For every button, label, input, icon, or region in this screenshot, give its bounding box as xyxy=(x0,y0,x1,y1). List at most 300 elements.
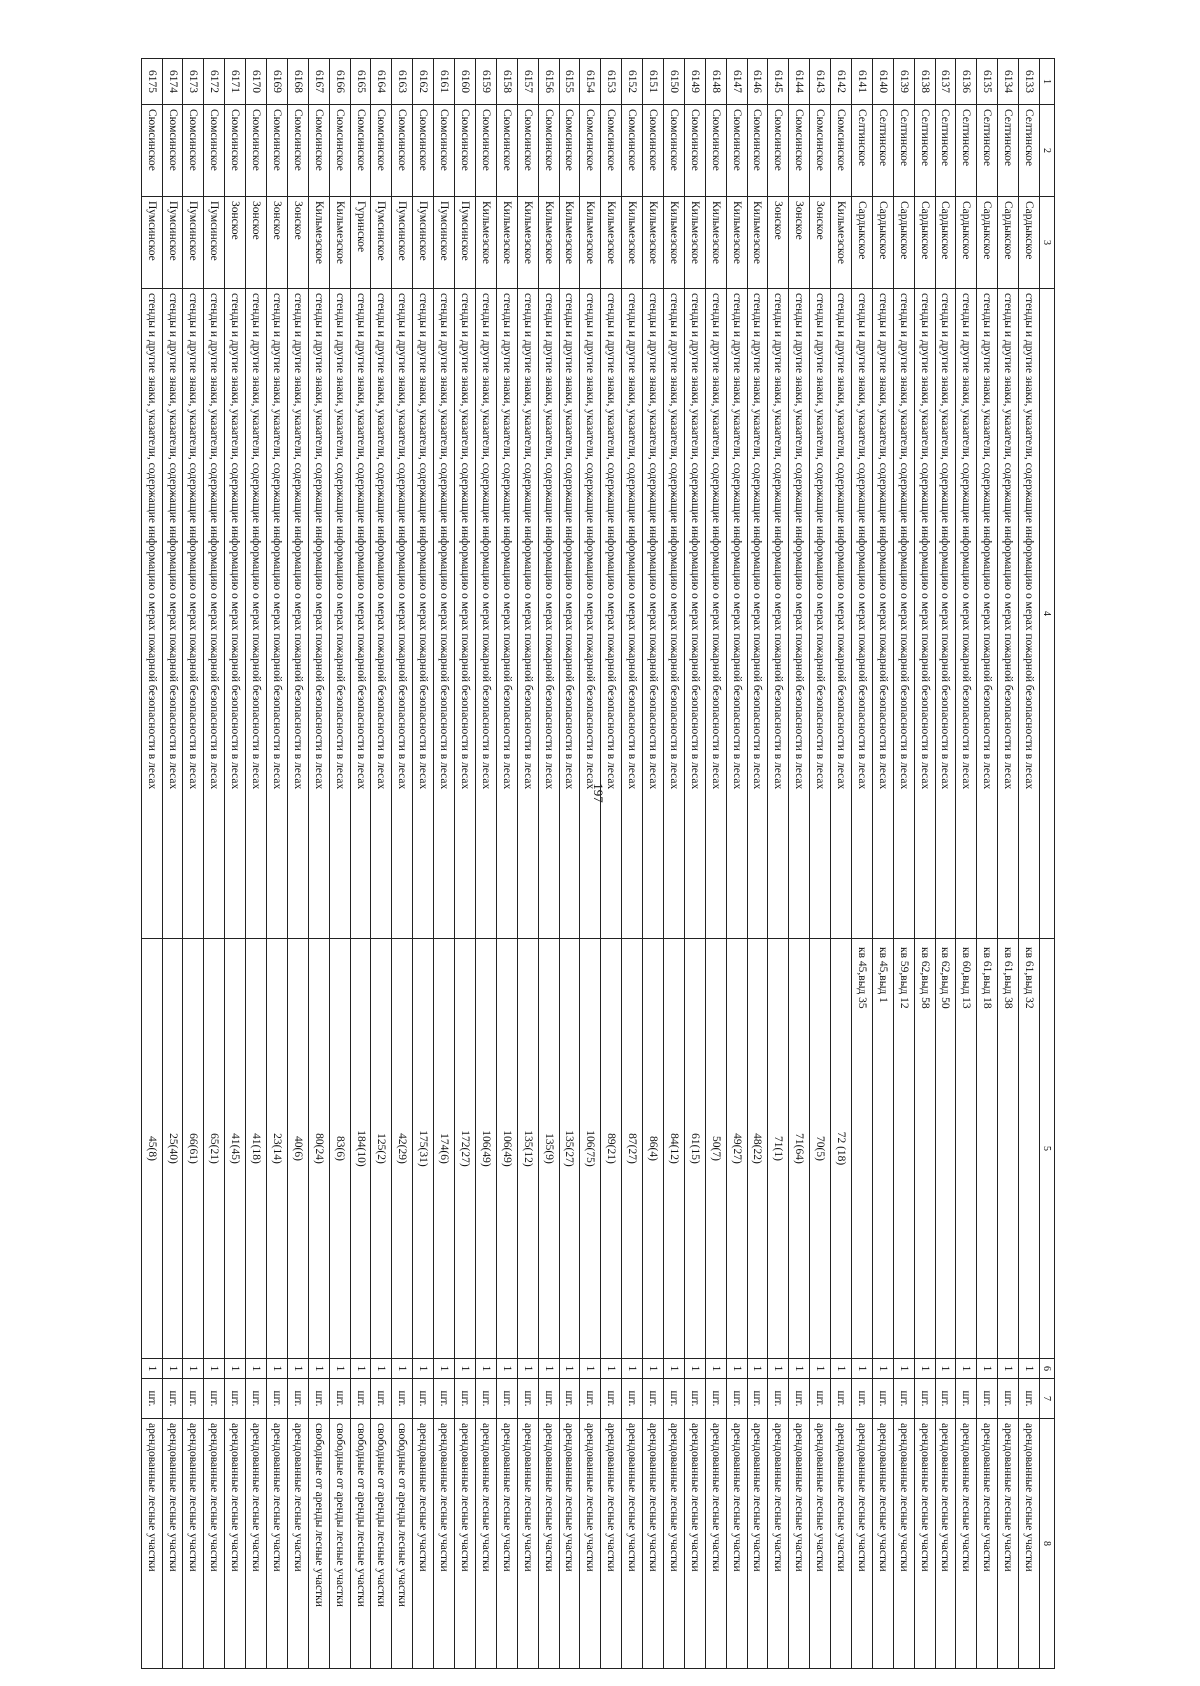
table-row xyxy=(350,59,371,1669)
item-description-cell: стенды и другие знаки, указатели, содержащие информацию о мерах пожарной безопасности в лесах xyxy=(475,289,496,939)
item-description-cell: стенды и другие знаки, указатели, содержащие информацию о мерах пожарной безопасности в лесах xyxy=(434,289,455,939)
row-number-cell: 6141 xyxy=(851,59,872,105)
quantity-cell: 1 xyxy=(831,1359,852,1379)
unit-cell: шт. xyxy=(475,1379,496,1419)
item-description-cell: стенды и другие знаки, указатели, содержащие информацию о мерах пожарной безопасности в лесах xyxy=(329,289,350,939)
location-cell: 45(8) xyxy=(141,939,162,1359)
row-number-cell: 6148 xyxy=(705,59,726,105)
header-cell: 5 xyxy=(1040,939,1055,1359)
forestry-cell: Кильмезское xyxy=(726,197,747,289)
quantity-cell: 1 xyxy=(455,1359,476,1379)
table-row xyxy=(559,59,580,1669)
row-number-cell: 6144 xyxy=(789,59,810,105)
quantity-cell: 1 xyxy=(851,1359,872,1379)
district-cell: Сюмсинское xyxy=(183,105,204,197)
table-row xyxy=(308,59,329,1669)
unit-cell: шт. xyxy=(455,1379,476,1419)
row-number-cell: 6157 xyxy=(517,59,538,105)
quantity-cell: 1 xyxy=(935,1359,956,1379)
location-cell: 84(12) xyxy=(663,939,684,1359)
status-cell: арендованные лесные участки xyxy=(810,1419,831,1669)
item-description-cell: стенды и другие знаки, указатели, содержащие информацию о мерах пожарной безопасности в лесах xyxy=(517,289,538,939)
row-number-cell: 6153 xyxy=(601,59,622,105)
item-description-cell: стенды и другие знаки, указатели, содержащие информацию о мерах пожарной безопасности в лесах xyxy=(183,289,204,939)
forestry-cell: Кильмезское xyxy=(684,197,705,289)
unit-cell: шт. xyxy=(789,1379,810,1419)
forestry-cell: Гуринское xyxy=(350,197,371,289)
quantity-cell: 1 xyxy=(517,1359,538,1379)
status-cell: арендованные лесные участки xyxy=(998,1419,1019,1669)
unit-cell: шт. xyxy=(162,1379,183,1419)
forestry-cell: Сардыкское xyxy=(1019,197,1040,289)
quantity-cell: 1 xyxy=(287,1359,308,1379)
unit-cell: шт. xyxy=(914,1379,935,1419)
location-cell: 86(4) xyxy=(643,939,664,1359)
item-description-cell: стенды и другие знаки, указатели, содержащие информацию о мерах пожарной безопасности в лесах xyxy=(831,289,852,939)
quantity-cell: 1 xyxy=(538,1359,559,1379)
status-cell: арендованные лесные участки xyxy=(914,1419,935,1669)
table-row xyxy=(935,59,956,1669)
quantity-cell: 1 xyxy=(246,1359,267,1379)
unit-cell: шт. xyxy=(810,1379,831,1419)
status-cell: арендованные лесные участки xyxy=(851,1419,872,1669)
unit-cell: шт. xyxy=(204,1379,225,1419)
table-row xyxy=(413,59,434,1669)
forestry-cell: Пумсинское xyxy=(141,197,162,289)
status-cell: арендованные лесные участки xyxy=(538,1419,559,1669)
location-cell: 106(75) xyxy=(580,939,601,1359)
unit-cell: шт. xyxy=(705,1379,726,1419)
item-description-cell: стенды и другие знаки, указатели, содержащие информацию о мерах пожарной безопасности в лесах xyxy=(643,289,664,939)
item-description-cell: стенды и другие знаки, указатели, содержащие информацию о мерах пожарной безопасности в лесах xyxy=(663,289,684,939)
location-cell: 41(45) xyxy=(225,939,246,1359)
quantity-cell: 1 xyxy=(726,1359,747,1379)
row-number-cell: 6170 xyxy=(246,59,267,105)
district-cell: Сюмсинское xyxy=(684,105,705,197)
unit-cell: шт. xyxy=(872,1379,893,1419)
district-cell: Сюмсинское xyxy=(371,105,392,197)
data-table xyxy=(141,58,1055,1669)
item-description-cell: стенды и другие знаки, указатели, содержащие информацию о мерах пожарной безопасности в лесах xyxy=(810,289,831,939)
location-cell: 87(27) xyxy=(622,939,643,1359)
location-cell: кв 62,выд 50 xyxy=(935,939,956,1359)
row-number-cell: 6164 xyxy=(371,59,392,105)
location-cell: 172(27) xyxy=(455,939,476,1359)
forestry-cell: Кильмезское xyxy=(329,197,350,289)
district-cell: Селтинское xyxy=(935,105,956,197)
location-cell: 50(7) xyxy=(705,939,726,1359)
forestry-cell: Сардыкское xyxy=(914,197,935,289)
status-cell: арендованные лесные участки xyxy=(663,1419,684,1669)
item-description-cell: стенды и другие знаки, указатели, содержащие информацию о мерах пожарной безопасности в лесах xyxy=(935,289,956,939)
quantity-cell: 1 xyxy=(141,1359,162,1379)
row-number-cell: 6155 xyxy=(559,59,580,105)
location-cell: 41(18) xyxy=(246,939,267,1359)
item-description-cell: стенды и другие знаки, указатели, содержащие информацию о мерах пожарной безопасности в лесах xyxy=(956,289,977,939)
table-row xyxy=(851,59,872,1669)
item-description-cell: стенды и другие знаки, указатели, содержащие информацию о мерах пожарной безопасности в лесах xyxy=(998,289,1019,939)
item-description-cell: стенды и другие знаки, указатели, содержащие информацию о мерах пожарной безопасности в лесах xyxy=(246,289,267,939)
item-description-cell: стенды и другие знаки, указатели, содержащие информацию о мерах пожарной безопасности в лесах xyxy=(914,289,935,939)
row-number-cell: 6133 xyxy=(1019,59,1040,105)
location-cell: 40(6) xyxy=(287,939,308,1359)
item-description-cell: стенды и другие знаки, указатели, содержащие информацию о мерах пожарной безопасности в лесах xyxy=(622,289,643,939)
location-cell: 49(27) xyxy=(726,939,747,1359)
location-cell: 174(6) xyxy=(434,939,455,1359)
unit-cell: шт. xyxy=(580,1379,601,1419)
unit-cell: шт. xyxy=(684,1379,705,1419)
location-cell: кв 45,выд 35 xyxy=(851,939,872,1359)
status-cell: арендованные лесные участки xyxy=(517,1419,538,1669)
unit-cell: шт. xyxy=(371,1379,392,1419)
location-cell: 80(24) xyxy=(308,939,329,1359)
quantity-cell: 1 xyxy=(267,1359,288,1379)
location-cell: 83(6) xyxy=(329,939,350,1359)
unit-cell: шт. xyxy=(392,1379,413,1419)
status-cell: арендованные лесные участки xyxy=(413,1419,434,1669)
district-cell: Селтинское xyxy=(872,105,893,197)
item-description-cell: стенды и другие знаки, указатели, содержащие информацию о мерах пожарной безопасности в лесах xyxy=(392,289,413,939)
quantity-cell: 1 xyxy=(559,1359,580,1379)
forestry-cell: Кильмезское xyxy=(559,197,580,289)
location-cell: кв 45,выд 1 xyxy=(872,939,893,1359)
status-cell: арендованные лесные участки xyxy=(601,1419,622,1669)
unit-cell: шт. xyxy=(747,1379,768,1419)
district-cell: Селтинское xyxy=(851,105,872,197)
item-description-cell: стенды и другие знаки, указатели, содержащие информацию о мерах пожарной безопасности в лесах xyxy=(308,289,329,939)
unit-cell: шт. xyxy=(141,1379,162,1419)
location-cell: 135(9) xyxy=(538,939,559,1359)
forestry-cell: Кильмезское xyxy=(747,197,768,289)
location-cell: 71(64) xyxy=(789,939,810,1359)
table-row xyxy=(580,59,601,1669)
item-description-cell: стенды и другие знаки, указатели, содержащие информацию о мерах пожарной безопасности в лесах xyxy=(684,289,705,939)
item-description-cell: стенды и другие знаки, указатели, содержащие информацию о мерах пожарной безопасности в лесах xyxy=(204,289,225,939)
forestry-cell: Зонское xyxy=(225,197,246,289)
quantity-cell: 1 xyxy=(872,1359,893,1379)
item-description-cell: стенды и другие знаки, указатели, содержащие информацию о мерах пожарной безопасности в лесах xyxy=(768,289,789,939)
quantity-cell: 1 xyxy=(768,1359,789,1379)
quantity-cell: 1 xyxy=(225,1359,246,1379)
location-cell: 65(21) xyxy=(204,939,225,1359)
item-description-cell: стенды и другие знаки, указатели, содержащие информацию о мерах пожарной безопасности в лесах xyxy=(601,289,622,939)
table-row xyxy=(601,59,622,1669)
status-cell: арендованные лесные участки xyxy=(747,1419,768,1669)
item-description-cell: стенды и другие знаки, указатели, содержащие информацию о мерах пожарной безопасности в лесах xyxy=(893,289,914,939)
row-number-cell: 6156 xyxy=(538,59,559,105)
district-cell: Сюмсинское xyxy=(622,105,643,197)
quantity-cell: 1 xyxy=(434,1359,455,1379)
unit-cell: шт. xyxy=(496,1379,517,1419)
location-cell: 175(31) xyxy=(413,939,434,1359)
quantity-cell: 1 xyxy=(977,1359,998,1379)
row-number-cell: 6152 xyxy=(622,59,643,105)
row-number-cell: 6169 xyxy=(267,59,288,105)
quantity-cell: 1 xyxy=(329,1359,350,1379)
row-number-cell: 6138 xyxy=(914,59,935,105)
unit-cell: шт. xyxy=(559,1379,580,1419)
forestry-cell: Сардыкское xyxy=(935,197,956,289)
item-description-cell: стенды и другие знаки, указатели, содержащие информацию о мерах пожарной безопасности в лесах xyxy=(225,289,246,939)
district-cell: Сюмсинское xyxy=(705,105,726,197)
location-cell: 89(21) xyxy=(601,939,622,1359)
item-description-cell: стенды и другие знаки, указатели, содержащие информацию о мерах пожарной безопасности в лесах xyxy=(851,289,872,939)
row-number-cell: 6161 xyxy=(434,59,455,105)
unit-cell: шт. xyxy=(246,1379,267,1419)
district-cell: Сюмсинское xyxy=(663,105,684,197)
district-cell: Сюмсинское xyxy=(287,105,308,197)
status-cell: арендованные лесные участки xyxy=(1019,1419,1040,1669)
row-number-cell: 6142 xyxy=(831,59,852,105)
table-row xyxy=(643,59,664,1669)
unit-cell: шт. xyxy=(851,1379,872,1419)
unit-cell: шт. xyxy=(643,1379,664,1419)
forestry-cell: Зонское xyxy=(287,197,308,289)
row-number-cell: 6160 xyxy=(455,59,476,105)
item-description-cell: стенды и другие знаки, указатели, содержащие информацию о мерах пожарной безопасности в лесах xyxy=(705,289,726,939)
forestry-cell: Пумсинское xyxy=(183,197,204,289)
district-cell: Сюмсинское xyxy=(559,105,580,197)
forestry-cell: Кильмезское xyxy=(538,197,559,289)
status-cell: арендованные лесные участки xyxy=(559,1419,580,1669)
header-row xyxy=(1040,59,1055,1669)
quantity-cell: 1 xyxy=(162,1359,183,1379)
quantity-cell: 1 xyxy=(684,1359,705,1379)
location-cell: 106(49) xyxy=(496,939,517,1359)
forestry-cell: Пумсинское xyxy=(162,197,183,289)
unit-cell: шт. xyxy=(267,1379,288,1419)
forestry-cell: Кильмезское xyxy=(601,197,622,289)
quantity-cell: 1 xyxy=(371,1359,392,1379)
district-cell: Сюмсинское xyxy=(517,105,538,197)
row-number-cell: 6143 xyxy=(810,59,831,105)
quantity-cell: 1 xyxy=(893,1359,914,1379)
district-cell: Селтинское xyxy=(914,105,935,197)
unit-cell: шт. xyxy=(287,1379,308,1419)
status-cell: арендованные лесные участки xyxy=(643,1419,664,1669)
table-row xyxy=(434,59,455,1669)
status-cell: арендованные лесные участки xyxy=(162,1419,183,1669)
location-cell: 70(5) xyxy=(810,939,831,1359)
table-row xyxy=(141,59,162,1669)
forestry-cell: Сардыкское xyxy=(851,197,872,289)
district-cell: Сюмсинское xyxy=(768,105,789,197)
item-description-cell: стенды и другие знаки, указатели, содержащие информацию о мерах пожарной безопасности в лесах xyxy=(267,289,288,939)
unit-cell: шт. xyxy=(517,1379,538,1419)
row-number-cell: 6147 xyxy=(726,59,747,105)
forestry-cell: Пумсинское xyxy=(371,197,392,289)
unit-cell: шт. xyxy=(601,1379,622,1419)
district-cell: Сюмсинское xyxy=(204,105,225,197)
unit-cell: шт. xyxy=(308,1379,329,1419)
quantity-cell: 1 xyxy=(496,1359,517,1379)
row-number-cell: 6159 xyxy=(475,59,496,105)
quantity-cell: 1 xyxy=(643,1359,664,1379)
status-cell: арендованные лесные участки xyxy=(455,1419,476,1669)
row-number-cell: 6165 xyxy=(350,59,371,105)
location-cell: 106(49) xyxy=(475,939,496,1359)
table-row xyxy=(496,59,517,1669)
table-row xyxy=(622,59,643,1669)
status-cell: арендованные лесные участки xyxy=(831,1419,852,1669)
status-cell: арендованные лесные участки xyxy=(246,1419,267,1669)
district-cell: Сюмсинское xyxy=(810,105,831,197)
district-cell: Сюмсинское xyxy=(413,105,434,197)
location-cell: 42(29) xyxy=(392,939,413,1359)
header-cell: 6 xyxy=(1040,1359,1055,1379)
table-row xyxy=(517,59,538,1669)
status-cell: арендованные лесные участки xyxy=(267,1419,288,1669)
district-cell: Сюмсинское xyxy=(789,105,810,197)
unit-cell: шт. xyxy=(956,1379,977,1419)
item-description-cell: стенды и другие знаки, указатели, содержащие информацию о мерах пожарной безопасности в лесах xyxy=(141,289,162,939)
row-number-cell: 6167 xyxy=(308,59,329,105)
district-cell: Сюмсинское xyxy=(350,105,371,197)
district-cell: Сюмсинское xyxy=(434,105,455,197)
district-cell: Селтинское xyxy=(998,105,1019,197)
status-cell: арендованные лесные участки xyxy=(496,1419,517,1669)
row-number-cell: 6151 xyxy=(643,59,664,105)
item-description-cell: стенды и другие знаки, указатели, содержащие информацию о мерах пожарной безопасности в лесах xyxy=(1019,289,1040,939)
quantity-cell: 1 xyxy=(183,1359,204,1379)
table-row xyxy=(789,59,810,1669)
forestry-cell: Пумсинское xyxy=(455,197,476,289)
unit-cell: шт. xyxy=(329,1379,350,1419)
district-cell: Сюмсинское xyxy=(538,105,559,197)
table-row xyxy=(726,59,747,1669)
unit-cell: шт. xyxy=(413,1379,434,1419)
item-description-cell: стенды и другие знаки, указатели, содержащие информацию о мерах пожарной безопасности в лесах xyxy=(538,289,559,939)
location-cell: 25(40) xyxy=(162,939,183,1359)
status-cell: арендованные лесные участки xyxy=(204,1419,225,1669)
forestry-cell: Сардыкское xyxy=(872,197,893,289)
forestry-cell: Сардыкское xyxy=(998,197,1019,289)
table-body xyxy=(141,59,1054,1669)
location-cell: 66(61) xyxy=(183,939,204,1359)
location-cell: 48(22) xyxy=(747,939,768,1359)
forestry-cell: Пумсинское xyxy=(434,197,455,289)
district-cell: Сюмсинское xyxy=(475,105,496,197)
row-number-cell: 6158 xyxy=(496,59,517,105)
row-number-cell: 6162 xyxy=(413,59,434,105)
quantity-cell: 1 xyxy=(204,1359,225,1379)
quantity-cell: 1 xyxy=(705,1359,726,1379)
row-number-cell: 6135 xyxy=(977,59,998,105)
item-description-cell: стенды и другие знаки, указатели, содержащие информацию о мерах пожарной безопасности в лесах xyxy=(455,289,476,939)
location-cell: кв 62,выд 58 xyxy=(914,939,935,1359)
location-cell: кв 60,выд 13 xyxy=(956,939,977,1359)
location-cell: 135(12) xyxy=(517,939,538,1359)
forestry-cell: Кильмезское xyxy=(517,197,538,289)
quantity-cell: 1 xyxy=(998,1359,1019,1379)
quantity-cell: 1 xyxy=(1019,1359,1040,1379)
quantity-cell: 1 xyxy=(308,1359,329,1379)
district-cell: Сюмсинское xyxy=(308,105,329,197)
quantity-cell: 1 xyxy=(350,1359,371,1379)
quantity-cell: 1 xyxy=(747,1359,768,1379)
status-cell: арендованные лесные участки xyxy=(580,1419,601,1669)
district-cell: Сюмсинское xyxy=(455,105,476,197)
row-number-cell: 6140 xyxy=(872,59,893,105)
table-row xyxy=(977,59,998,1669)
quantity-cell: 1 xyxy=(475,1359,496,1379)
unit-cell: шт. xyxy=(998,1379,1019,1419)
header-cell: 4 xyxy=(1040,289,1055,939)
forestry-cell: Кильмезское xyxy=(308,197,329,289)
district-cell: Сюмсинское xyxy=(162,105,183,197)
district-cell: Селтинское xyxy=(893,105,914,197)
district-cell: Сюмсинское xyxy=(643,105,664,197)
table-row xyxy=(705,59,726,1669)
district-cell: Селтинское xyxy=(956,105,977,197)
quantity-cell: 1 xyxy=(914,1359,935,1379)
item-description-cell: стенды и другие знаки, указатели, содержащие информацию о мерах пожарной безопасности в лесах xyxy=(559,289,580,939)
item-description-cell: стенды и другие знаки, указатели, содержащие информацию о мерах пожарной безопасности в лесах xyxy=(287,289,308,939)
item-description-cell: стенды и другие знаки, указатели, содержащие информацию о мерах пожарной безопасности в лесах xyxy=(162,289,183,939)
forestry-cell: Зонское xyxy=(768,197,789,289)
district-cell: Сюмсинское xyxy=(496,105,517,197)
location-cell: кв 61,выд 32 xyxy=(1019,939,1040,1359)
status-cell: арендованные лесные участки xyxy=(977,1419,998,1669)
status-cell: арендованные лесные участки xyxy=(705,1419,726,1669)
unit-cell: шт. xyxy=(434,1379,455,1419)
table-row xyxy=(768,59,789,1669)
header-cell: 8 xyxy=(1040,1419,1055,1669)
row-number-cell: 6139 xyxy=(893,59,914,105)
status-cell: арендованные лесные участки xyxy=(768,1419,789,1669)
status-cell: свободные от аренды лесные участки xyxy=(308,1419,329,1669)
row-number-cell: 6174 xyxy=(162,59,183,105)
header-cell: 2 xyxy=(1040,105,1055,197)
district-cell: Сюмсинское xyxy=(267,105,288,197)
header-cell: 1 xyxy=(1040,59,1055,105)
unit-cell: шт. xyxy=(935,1379,956,1419)
table-row xyxy=(914,59,935,1669)
item-description-cell: стенды и другие знаки, указатели, содержащие информацию о мерах пожарной безопасности в лесах xyxy=(747,289,768,939)
row-number-cell: 6136 xyxy=(956,59,977,105)
quantity-cell: 1 xyxy=(413,1359,434,1379)
forestry-cell: Зонское xyxy=(789,197,810,289)
forestry-cell: Пумсинское xyxy=(392,197,413,289)
table-row xyxy=(162,59,183,1669)
status-cell: арендованные лесные участки xyxy=(141,1419,162,1669)
forestry-cell: Кильмезское xyxy=(643,197,664,289)
row-number-cell: 6149 xyxy=(684,59,705,105)
district-cell: Сюмсинское xyxy=(726,105,747,197)
table-row xyxy=(287,59,308,1669)
table-row xyxy=(831,59,852,1669)
location-cell: кв 59,выд 12 xyxy=(893,939,914,1359)
unit-cell: шт. xyxy=(183,1379,204,1419)
table-row xyxy=(455,59,476,1669)
table-row xyxy=(475,59,496,1669)
district-cell: Сюмсинское xyxy=(141,105,162,197)
district-cell: Сюмсинское xyxy=(246,105,267,197)
row-number-cell: 6163 xyxy=(392,59,413,105)
table-container xyxy=(145,58,1055,1668)
row-number-cell: 6145 xyxy=(768,59,789,105)
status-cell: свободные от аренды лесные участки xyxy=(350,1419,371,1669)
district-cell: Селтинское xyxy=(1019,105,1040,197)
forestry-cell: Кильмезское xyxy=(475,197,496,289)
table-row xyxy=(204,59,225,1669)
unit-cell: шт. xyxy=(768,1379,789,1419)
district-cell: Сюмсинское xyxy=(747,105,768,197)
status-cell: арендованные лесные участки xyxy=(789,1419,810,1669)
location-cell: 184(10) xyxy=(350,939,371,1359)
status-cell: арендованные лесные участки xyxy=(475,1419,496,1669)
quantity-cell: 1 xyxy=(789,1359,810,1379)
